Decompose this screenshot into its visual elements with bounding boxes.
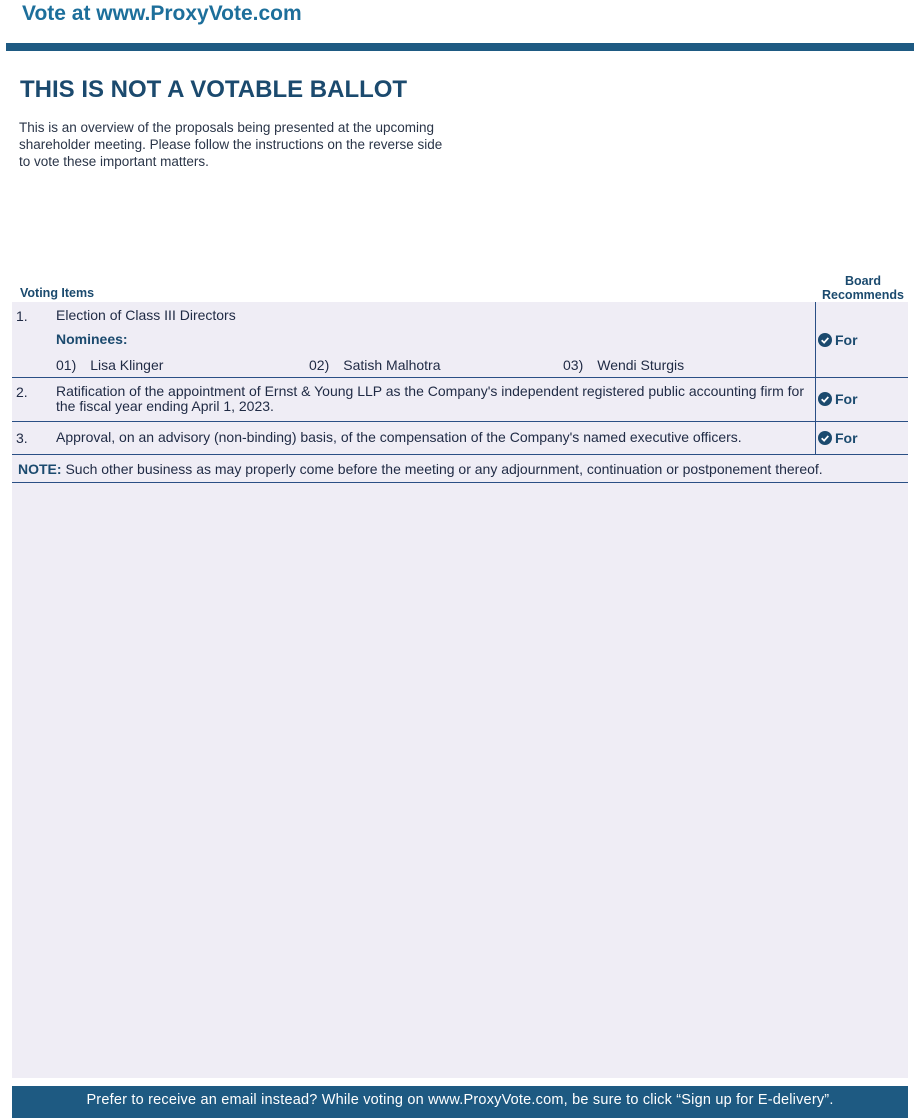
row-divider <box>12 454 908 455</box>
item-text: Ratification of the appointment of Ernst & Young LLP as the Company's independent registered public accounting firm for the fiscal year ending April 1, 2023. <box>56 383 804 414</box>
nominee-2: 02) Satish Malhotra <box>309 357 441 373</box>
recommendation-for: For <box>818 391 858 407</box>
check-circle-icon <box>818 431 832 445</box>
check-circle-icon <box>818 392 832 406</box>
page-title: THIS IS NOT A VOTABLE BALLOT <box>20 76 408 103</box>
recommendation-for: For <box>818 430 858 446</box>
item-text: Election of Class III Directors <box>56 307 236 323</box>
vote-url-header: Vote at www.ProxyVote.com <box>22 2 302 25</box>
nominees-label: Nominees: <box>56 331 128 347</box>
nominee-1: 01) Lisa Klinger <box>56 357 164 373</box>
item-number: 1. <box>16 308 28 324</box>
check-circle-icon <box>818 333 832 347</box>
item-number: 3. <box>16 430 28 446</box>
item-number: 2. <box>16 384 28 400</box>
nominee-3: 03) Wendi Sturgis <box>563 357 685 373</box>
item-text: Approval, on an advisory (non-binding) basis, of the compensation of the Company's named executive officers. <box>56 429 742 445</box>
intro-paragraph: This is an overview of the proposals being presented at the upcoming shareholder meeting. Please follow the instructions on the reverse side to vote these important matters. <box>19 120 443 169</box>
voting-item-2 <box>12 378 908 421</box>
note-text: NOTE: Such other business as may properly come before the meeting or any adjournment, continuation or postponement thereof. <box>18 461 823 477</box>
voting-items-header: Voting Items <box>20 286 95 300</box>
voting-item-1 <box>12 302 908 378</box>
row-divider <box>12 482 908 483</box>
e-delivery-footer: Prefer to receive an email instead? While voting on www.ProxyVote.com, be sure to click “Sign up for E-delivery”. <box>12 1086 908 1118</box>
board-recommends-header: Board Recommends <box>822 274 904 302</box>
recommendation-for: For <box>818 332 858 348</box>
header-divider-bar <box>6 43 914 51</box>
voting-item-3 <box>12 422 908 454</box>
